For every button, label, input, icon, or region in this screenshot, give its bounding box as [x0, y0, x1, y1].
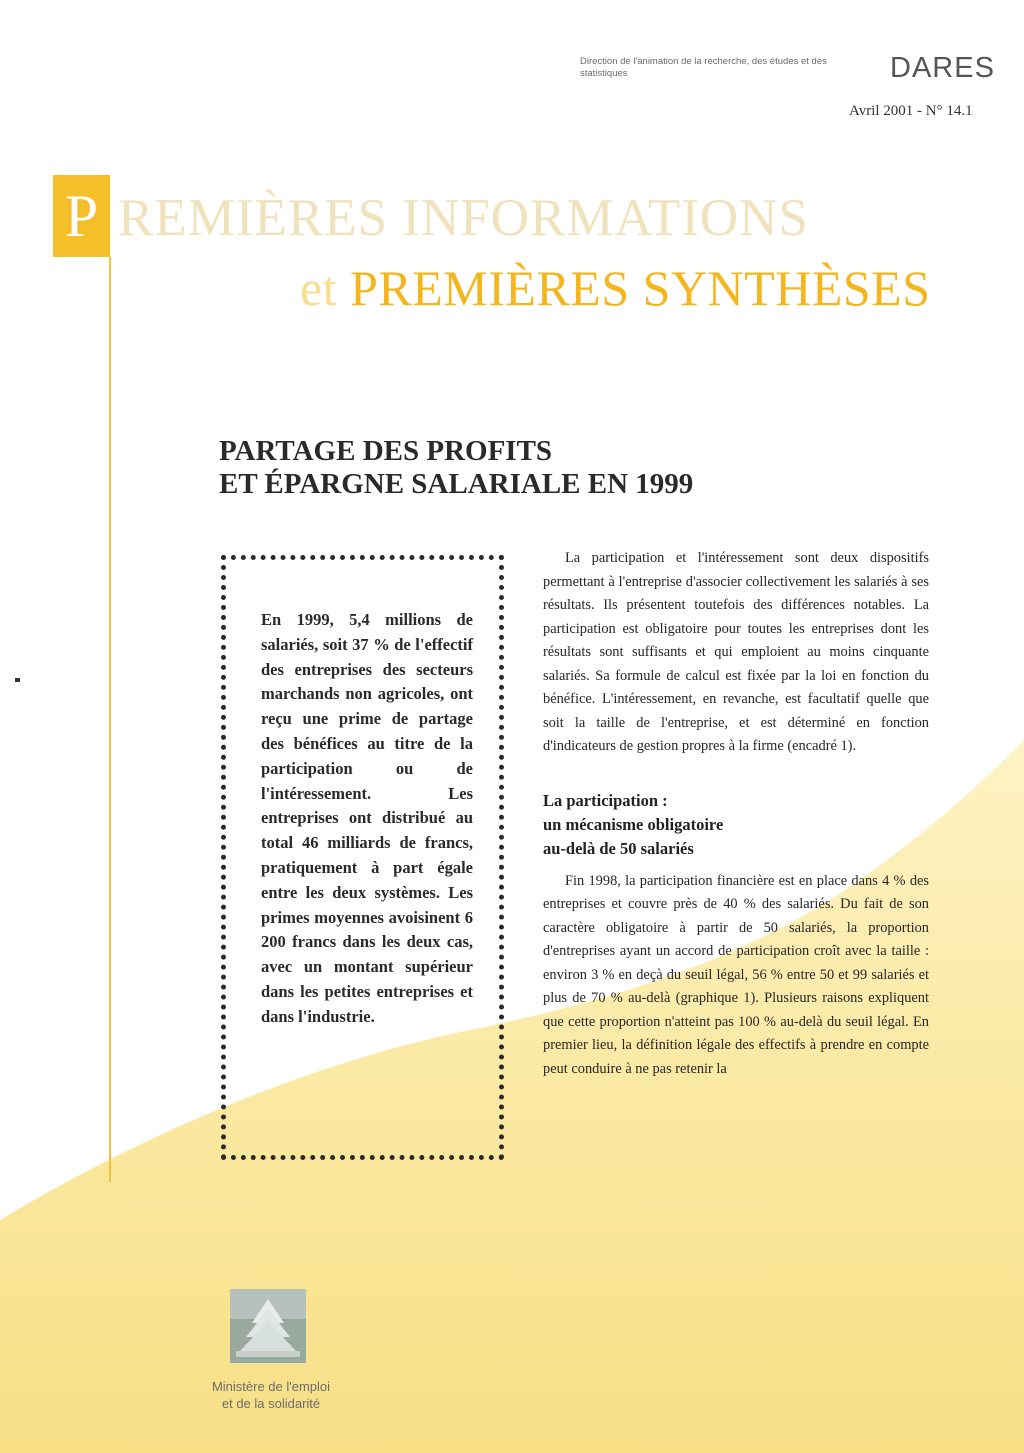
document-title-line2: ET ÉPARGNE SALARIALE EN 1999: [219, 468, 694, 500]
series-subtitle: PREMIÈRES SYNTHÈSES: [350, 260, 931, 316]
section-paragraph: Fin 1998, la participation financière est en place dans 4 % des entreprises et couvre près de 40 % des salariés. Du fait de son caractère obligatoire à partir de 50 salariés, la proportion d'entreprises ayant un accord de participation croît avec la taille : environ 3 % en deçà du seuil légal, 56 % entre 50 et 99 salariés et plus de 70 % au-delà (graphique 1). Plusieurs raisons expliquent que cette proportion n'atteint pas 100 % au-delà du seuil légal. En premier lieu, la définition légale des effectifs à prendre en compte peut conduire à ne pas retenir la: [543, 872, 929, 1077]
margin-mark: [15, 678, 20, 682]
summary-box: [221, 555, 504, 1160]
document-title-line1: PARTAGE DES PROFITS: [219, 435, 553, 467]
document-title: [219, 435, 693, 501]
section-heading-line1: La participation :: [543, 790, 668, 810]
series-initial-badge: [53, 175, 110, 257]
series-title-line1: REMIÈRES INFORMATIONS: [118, 189, 809, 247]
issue-number: Avril 2001 - N° 14.1: [849, 103, 973, 119]
ministry-logo: [230, 1289, 306, 1363]
series-title-line2: [300, 259, 931, 317]
article-body: [543, 547, 929, 1081]
vertical-accent-rule: [109, 257, 111, 1182]
ministry-name-line2: et de la solidarité: [221, 1396, 321, 1411]
section-heading-line2: un mécanisme obligatoire: [543, 814, 724, 834]
series-connector: et: [300, 260, 338, 316]
section-heading: [543, 789, 929, 861]
ministry-name-line1: Ministère de l'emploi: [211, 1379, 331, 1394]
ministry-name: [186, 1378, 356, 1412]
series-initial: P: [64, 183, 99, 249]
summary-text: En 1999, 5,4 millions de salariés, soit 37 % de l'effectif des entreprises des secteurs marchands non agricoles, ont reçu une prime de partage des bénéfices au titre de la participation ou de l'intéressement. Les entreprises ont distribué au total 46 milliards de francs, pratiquement à part égale entre les deux systèmes. Les primes moyennes avoisinent 6 200 francs dans les deux cas, avec un montant supérieur dans les petites entreprises et dans l'industrie.: [261, 610, 473, 1026]
organization-name: Direction de l'animation de la recherche, des études et des statistiques: [580, 56, 827, 79]
brand-logo-text: DARES: [890, 52, 995, 84]
section-heading-line3: au-delà de 50 salariés: [543, 838, 694, 858]
intro-paragraph: La participation et l'intéressement sont deux dispositifs permettant à l'entreprise d'associer collectivement les salariés à ses résultats. Ils présentent toutefois des différences notables. La participation est obligatoire pour toutes les entreprises dont les résultats sont suffisants et qui emploient au moins cinquante salariés. Sa formule de calcul est fixée par la loi en fonction du bénéfice. L'intéressement, en revanche, est facultatif quelle que soit la taille de l'entreprise, et est déterminé en fonction d'indicateurs de gestion propres à la firme (encadré 1).: [543, 550, 929, 754]
